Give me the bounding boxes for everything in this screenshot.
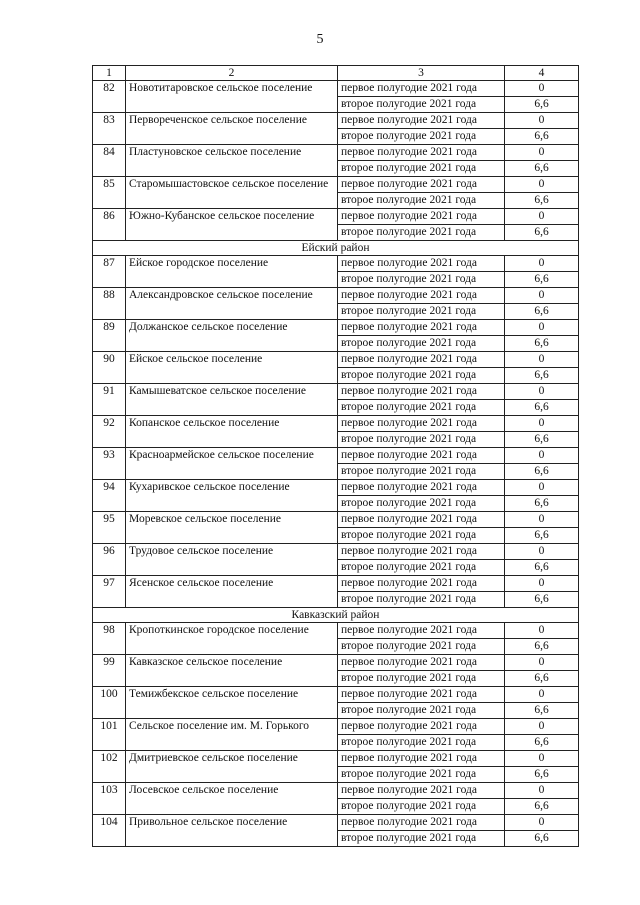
row-number: 94: [93, 480, 126, 512]
settlement-name: Должанское сельское поселение: [126, 320, 338, 352]
settlement-name: Южно-Кубанское сельское поселение: [126, 209, 338, 241]
value-first: 0: [505, 815, 579, 831]
settlement-name: Ейское сельское поселение: [126, 352, 338, 384]
value-second: 6,6: [505, 193, 579, 209]
period-first: первое полугодие 2021 года: [338, 145, 505, 161]
table-row: [93, 352, 579, 368]
period-second: второе полугодие 2021 года: [338, 496, 505, 512]
period-first: первое полугодие 2021 года: [338, 655, 505, 671]
value-second: 6,6: [505, 703, 579, 719]
table-row: [93, 384, 579, 400]
value-second: 6,6: [505, 831, 579, 847]
settlement-name: Пластуновское сельское поселение: [126, 145, 338, 177]
period-first: первое полугодие 2021 года: [338, 320, 505, 336]
value-second: 6,6: [505, 97, 579, 113]
value-second: 6,6: [505, 592, 579, 608]
table-row: [93, 81, 579, 97]
period-first: первое полугодие 2021 года: [338, 576, 505, 592]
value-first: 0: [505, 751, 579, 767]
row-number: 88: [93, 288, 126, 320]
period-first: первое полугодие 2021 года: [338, 719, 505, 735]
period-second: второе полугодие 2021 года: [338, 272, 505, 288]
period-first: первое полугодие 2021 года: [338, 81, 505, 97]
value-first: 0: [505, 783, 579, 799]
header-cell: 2: [126, 66, 338, 81]
period-second: второе полугодие 2021 года: [338, 639, 505, 655]
period-first: первое полугодие 2021 года: [338, 512, 505, 528]
period-second: второе полугодие 2021 года: [338, 304, 505, 320]
value-first: 0: [505, 576, 579, 592]
period-first: первое полугодие 2021 года: [338, 623, 505, 639]
table-row: [93, 288, 579, 304]
period-first: первое полугодие 2021 года: [338, 687, 505, 703]
settlement-name: Копанское сельское поселение: [126, 416, 338, 448]
value-second: 6,6: [505, 496, 579, 512]
value-first: 0: [505, 384, 579, 400]
row-number: 96: [93, 544, 126, 576]
table-row: [93, 177, 579, 193]
table-row: [93, 544, 579, 560]
table-row: [93, 719, 579, 735]
district-row: [93, 608, 579, 623]
value-second: 6,6: [505, 129, 579, 145]
row-number: 99: [93, 655, 126, 687]
settlement-name: Лосевское сельское поселение: [126, 783, 338, 815]
settlement-name: Старомышастовское сельское поселение: [126, 177, 338, 209]
period-first: первое полугодие 2021 года: [338, 384, 505, 400]
table-row: [93, 655, 579, 671]
table-row: [93, 320, 579, 336]
value-first: 0: [505, 687, 579, 703]
value-second: 6,6: [505, 400, 579, 416]
value-second: 6,6: [505, 560, 579, 576]
period-second: второе полугодие 2021 года: [338, 129, 505, 145]
table-row: [93, 783, 579, 799]
header-cell: 1: [93, 66, 126, 81]
value-second: 6,6: [505, 735, 579, 751]
period-first: первое полугодие 2021 года: [338, 815, 505, 831]
row-number: 82: [93, 81, 126, 113]
table-row: [93, 512, 579, 528]
period-second: второе полугодие 2021 года: [338, 592, 505, 608]
table-row: [93, 416, 579, 432]
table-header-row: [93, 66, 579, 81]
value-first: 0: [505, 288, 579, 304]
row-number: 100: [93, 687, 126, 719]
settlement-name: Ейское городское поселение: [126, 256, 338, 288]
period-second: второе полугодие 2021 года: [338, 735, 505, 751]
value-first: 0: [505, 81, 579, 97]
table-row: [93, 815, 579, 831]
value-first: 0: [505, 352, 579, 368]
period-second: второе полугодие 2021 года: [338, 193, 505, 209]
row-number: 103: [93, 783, 126, 815]
period-first: первое полугодие 2021 года: [338, 480, 505, 496]
value-second: 6,6: [505, 671, 579, 687]
settlement-name: Александровское сельское поселение: [126, 288, 338, 320]
period-second: второе полугодие 2021 года: [338, 831, 505, 847]
table-row: [93, 256, 579, 272]
period-first: первое полугодие 2021 года: [338, 352, 505, 368]
period-first: первое полугодие 2021 года: [338, 113, 505, 129]
table-row: [93, 480, 579, 496]
settlements-table: [92, 65, 579, 847]
row-number: 86: [93, 209, 126, 241]
value-first: 0: [505, 512, 579, 528]
settlement-name: Камышеватское сельское поселение: [126, 384, 338, 416]
period-second: второе полугодие 2021 года: [338, 464, 505, 480]
period-first: первое полугодие 2021 года: [338, 288, 505, 304]
row-number: 87: [93, 256, 126, 288]
period-second: второе полугодие 2021 года: [338, 703, 505, 719]
value-first: 0: [505, 177, 579, 193]
period-second: второе полугодие 2021 года: [338, 161, 505, 177]
value-first: 0: [505, 145, 579, 161]
row-number: 93: [93, 448, 126, 480]
value-second: 6,6: [505, 639, 579, 655]
row-number: 85: [93, 177, 126, 209]
district-name: Ейский район: [93, 241, 579, 256]
value-first: 0: [505, 256, 579, 272]
settlement-name: Кавказское сельское поселение: [126, 655, 338, 687]
settlement-name: Темижбекское сельское поселение: [126, 687, 338, 719]
period-first: первое полугодие 2021 года: [338, 177, 505, 193]
settlement-name: Кропоткинское городское поселение: [126, 623, 338, 655]
row-number: 83: [93, 113, 126, 145]
settlement-name: Привольное сельское поселение: [126, 815, 338, 847]
settlement-name: Ясенское сельское поселение: [126, 576, 338, 608]
settlement-name: Красноармейское сельское поселение: [126, 448, 338, 480]
value-second: 6,6: [505, 528, 579, 544]
settlement-name: Трудовое сельское поселение: [126, 544, 338, 576]
value-second: 6,6: [505, 432, 579, 448]
table-row: [93, 448, 579, 464]
period-first: первое полугодие 2021 года: [338, 544, 505, 560]
table-row: [93, 209, 579, 225]
period-first: первое полугодие 2021 года: [338, 256, 505, 272]
value-first: 0: [505, 719, 579, 735]
row-number: 95: [93, 512, 126, 544]
header-cell: 4: [505, 66, 579, 81]
table-row: [93, 687, 579, 703]
row-number: 84: [93, 145, 126, 177]
value-first: 0: [505, 416, 579, 432]
value-second: 6,6: [505, 368, 579, 384]
period-second: второе полугодие 2021 года: [338, 336, 505, 352]
table-row: [93, 145, 579, 161]
table-row: [93, 751, 579, 767]
row-number: 92: [93, 416, 126, 448]
period-second: второе полугодие 2021 года: [338, 432, 505, 448]
period-second: второе полугодие 2021 года: [338, 767, 505, 783]
row-number: 97: [93, 576, 126, 608]
district-name: Кавказский район: [93, 608, 579, 623]
page-number: 5: [316, 32, 324, 47]
period-first: первое полугодие 2021 года: [338, 783, 505, 799]
value-second: 6,6: [505, 464, 579, 480]
period-second: второе полугодие 2021 года: [338, 225, 505, 241]
row-number: 102: [93, 751, 126, 783]
period-first: первое полугодие 2021 года: [338, 209, 505, 225]
value-first: 0: [505, 544, 579, 560]
row-number: 89: [93, 320, 126, 352]
value-first: 0: [505, 655, 579, 671]
period-second: второе полугодие 2021 года: [338, 799, 505, 815]
row-number: 90: [93, 352, 126, 384]
period-first: первое полугодие 2021 года: [338, 416, 505, 432]
value-second: 6,6: [505, 336, 579, 352]
period-first: первое полугодие 2021 года: [338, 751, 505, 767]
row-number: 104: [93, 815, 126, 847]
period-second: второе полугодие 2021 года: [338, 671, 505, 687]
row-number: 91: [93, 384, 126, 416]
value-first: 0: [505, 623, 579, 639]
value-second: 6,6: [505, 225, 579, 241]
settlement-name: Дмитриевское сельское поселение: [126, 751, 338, 783]
value-first: 0: [505, 448, 579, 464]
row-number: 98: [93, 623, 126, 655]
value-first: 0: [505, 320, 579, 336]
value-second: 6,6: [505, 161, 579, 177]
period-second: второе полугодие 2021 года: [338, 528, 505, 544]
value-first: 0: [505, 209, 579, 225]
value-first: 0: [505, 480, 579, 496]
period-second: второе полугодие 2021 года: [338, 400, 505, 416]
row-number: 101: [93, 719, 126, 751]
district-row: [93, 241, 579, 256]
table-row: [93, 623, 579, 639]
value-second: 6,6: [505, 272, 579, 288]
period-second: второе полугодие 2021 года: [338, 97, 505, 113]
settlement-name: Моревское сельское поселение: [126, 512, 338, 544]
value-second: 6,6: [505, 799, 579, 815]
settlement-name: Кухаривское сельское поселение: [126, 480, 338, 512]
table-body: [93, 66, 579, 847]
header-cell: 3: [338, 66, 505, 81]
value-second: 6,6: [505, 767, 579, 783]
settlement-name: Первореченское сельское поселение: [126, 113, 338, 145]
settlement-name: Сельское поселение им. М. Горького: [126, 719, 338, 751]
period-first: первое полугодие 2021 года: [338, 448, 505, 464]
period-second: второе полугодие 2021 года: [338, 368, 505, 384]
table-row: [93, 576, 579, 592]
table-row: [93, 113, 579, 129]
value-second: 6,6: [505, 304, 579, 320]
settlement-name: Новотитаровское сельское поселение: [126, 81, 338, 113]
period-second: второе полугодие 2021 года: [338, 560, 505, 576]
value-first: 0: [505, 113, 579, 129]
